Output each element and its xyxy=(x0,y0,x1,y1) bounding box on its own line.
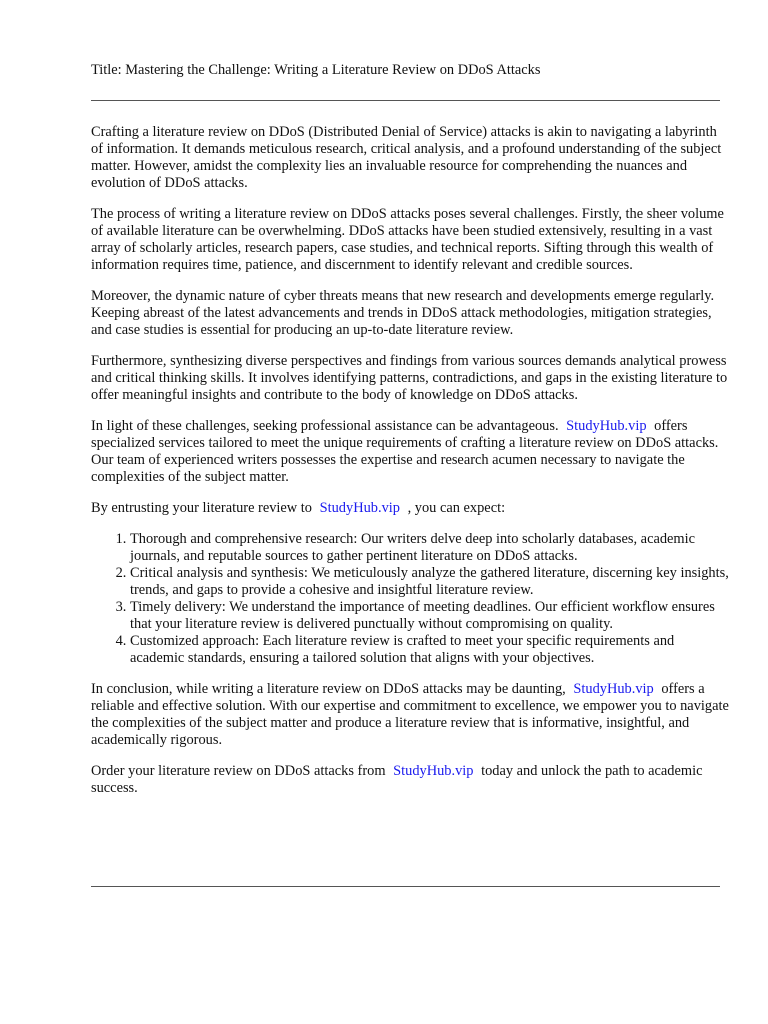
entrust-paragraph xyxy=(91,500,731,517)
studyhub-link[interactable]: StudyHub.vip xyxy=(566,418,647,434)
studyhub-link[interactable]: StudyHub.vip xyxy=(319,500,400,516)
conclusion-text-before: In conclusion, while writing a literature review on DDoS attacks may be daunting, xyxy=(91,681,566,697)
order-text-after: today and unlock the path to academic success. xyxy=(91,763,703,796)
list-item: 2. Critical analysis and synthesis: We meticulously analyze the gathered literature, discerning key insights, trends, and gaps to provide a cohesive and insightful literature review. xyxy=(130,565,731,599)
conclusion-text-after: offers a reliable and effective solution. With our expertise and commitment to excellence, we empower you to navigate the complexities of the subject matter and produce a literature review that is informative, insightful, and academically rigorous. xyxy=(91,681,729,748)
dynamic-threats-paragraph: Moreover, the dynamic nature of cyber threats means that new research and developments emerge regularly. Keeping abreast of the latest advancements and trends in DDoS attack methodologies, mitigation strategies, and case studies is essential for producing an up-to-date literature review. xyxy=(91,288,715,338)
entrust-text-after: , you can expect: xyxy=(407,500,506,516)
benefits-list xyxy=(91,531,731,667)
list-item: 1. Thorough and comprehensive research: Our writers delve deep into scholarly databases, academic journals, and reputable sources to gather pertinent literature on DDoS attacks. xyxy=(130,531,731,565)
order-text-before: Order your literature review on DDoS attacks from xyxy=(91,763,386,779)
studyhub-link[interactable]: StudyHub.vip xyxy=(573,681,654,697)
intro-paragraph: Crafting a literature review on DDoS (Distributed Denial of Service) attacks is akin to navigating a labyrinth of information. It demands meticulous research, critical analysis, and a profound understanding of the subject matter. However, amidst the complexity lies an invaluable resource for comprehending the nuances and evolution of DDoS attacks. xyxy=(91,124,722,191)
assistance-text-before: In light of these challenges, seeking professional assistance can be advantageous. xyxy=(91,418,559,434)
assistance-text-after: offers specialized services tailored to meet the unique requirements of crafting a literature review on DDoS attacks. Our team of experienced writers possesses the expertise and research acumen necessary to navigate the complexities of the subject matter. xyxy=(91,418,719,485)
bottom-divider xyxy=(91,886,720,887)
challenges-paragraph: The process of writing a literature review on DDoS attacks poses several challenges. Firstly, the sheer volume of available literature can be overwhelming. DDoS attacks have been studied extensively, resulting in a vast array of scholarly articles, research papers, case studies, and technical reports. Sifting through this wealth of information requires time, patience, and discernment to identify relevant and credible sources. xyxy=(91,206,724,273)
document-body xyxy=(91,124,731,811)
assistance-paragraph xyxy=(91,418,731,486)
top-divider xyxy=(91,100,720,101)
synthesis-paragraph: Furthermore, synthesizing diverse perspectives and findings from various sources demands analytical prowess and critical thinking skills. It involves identifying patterns, contradictions, and gaps in the existing literature to offer meaningful insights and contribute to the body of knowledge on DDoS attacks. xyxy=(91,353,728,403)
studyhub-link[interactable]: StudyHub.vip xyxy=(393,763,474,779)
list-item: 3. Timely delivery: We understand the importance of meeting deadlines. Our efficient workflow ensures that your literature review is delivered punctually without compromising on quality. xyxy=(130,599,731,633)
conclusion-paragraph xyxy=(91,681,731,749)
document-title: Title: Mastering the Challenge: Writing a Literature Review on DDoS Attacks xyxy=(91,62,541,78)
order-paragraph xyxy=(91,763,731,797)
entrust-text-before: By entrusting your literature review to xyxy=(91,500,312,516)
list-item: 4. Customized approach: Each literature review is crafted to meet your specific requirements and academic standards, ensuring a tailored solution that aligns with your objectives. xyxy=(130,633,731,667)
